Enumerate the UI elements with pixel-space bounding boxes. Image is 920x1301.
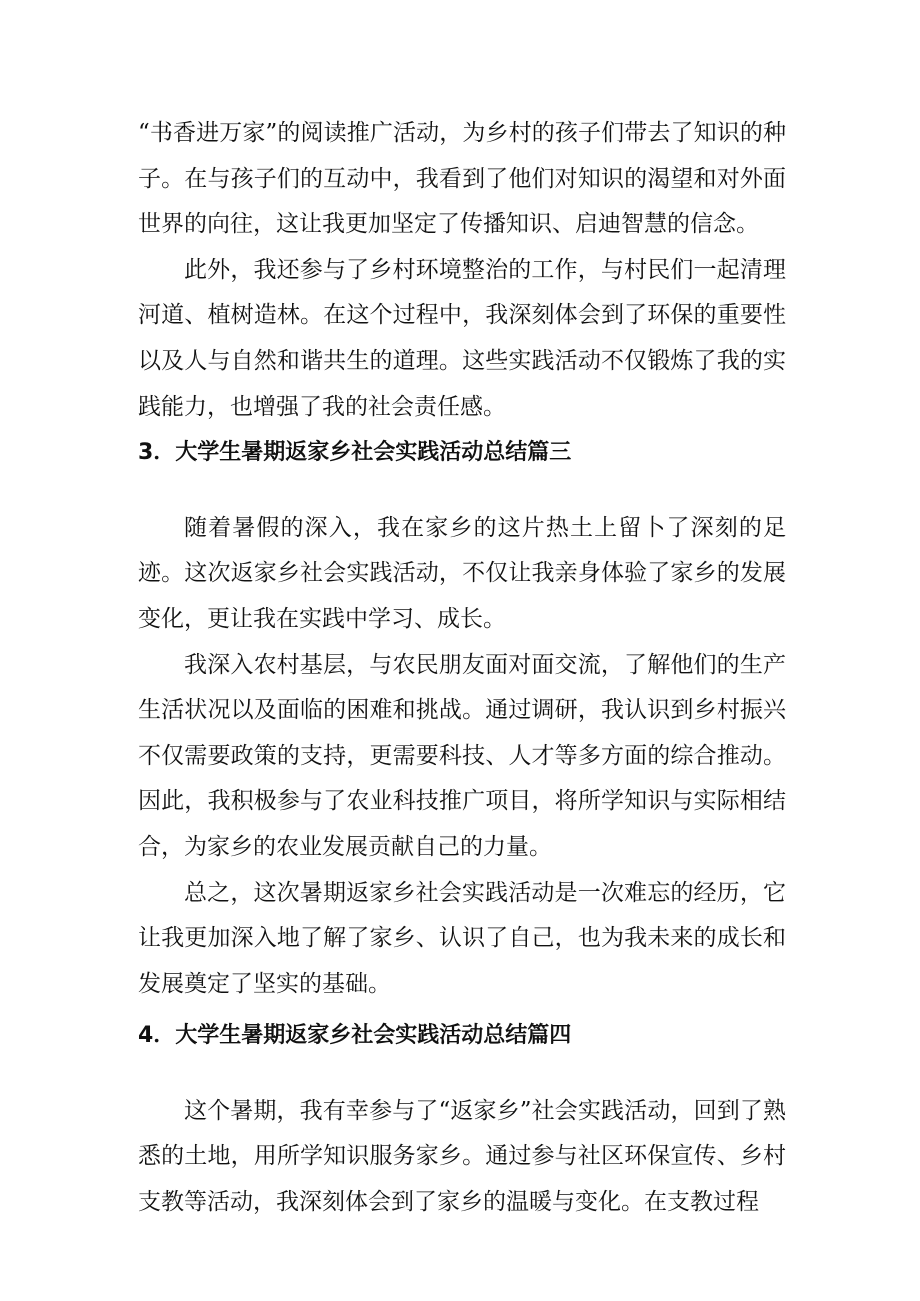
- paragraph-environment-work: 此外，我还参与了乡村环境整治的工作，与村民们一起清理河道、植树造林。在这个过程中，我深刻体会到了环保的重要性以及人与自然和谐共生的道理。这些实践活动不仅锻炼了我的实践能力，也增强了我的社会责任感。: [138, 256, 786, 420]
- document-body: [138, 111, 786, 1226]
- section-heading-part-four: 4．大学生暑期返家乡社会实践活动总结篇四: [138, 1023, 572, 1049]
- paragraph-reading-promotion: “书香进万家”的阅读推广活动，为乡村的孩子们带去了知识的种子。在与孩子们的互动中，我看到了他们对知识的渴望和对外面世界的向往，这让我更加坚定了传播知识、启迪智慧的信念。: [138, 120, 786, 238]
- paragraph-summer-footprints: 随着暑假的深入，我在家乡的这片热土上留卜了深刻的足迹。这次返家乡社会实践活动，不仅让我亲身体验了家乡的发展变化，更让我在实践中学习、成长。: [138, 514, 786, 632]
- section-heading-part-three: 3．大学生暑期返家乡社会实践活动总结篇三: [138, 440, 572, 466]
- paragraph-rural-research: 我深入农村基层，与农民朋友面对面交流，了解他们的生产生活状况以及面临的困难和挑战。通过调研，我认识到乡村振兴不仅需要政策的支持，更需要科技、人才等多方面的综合推动。因此，我积极参与了农业科技推广项目，将所学知识与实际相结合，为家乡的农业发展贡献自己的力量。: [138, 651, 786, 860]
- paragraph-return-hometown: 这个暑期，我有幸参与了“返家乡”社会实践活动，回到了熟悉的土地，用所学知识服务家乡。通过参与社区环保宣传、乡村支教等活动，我深刻体会到了家乡的温暖与变化。在支教过程: [138, 1097, 786, 1216]
- paragraph-conclusion: 总之，这次暑期返家乡社会实践活动是一次难忘的经历，它让我更加深入地了解了家乡、认识了自己，也为我未来的成长和发展奠定了坚实的基础。: [138, 879, 786, 997]
